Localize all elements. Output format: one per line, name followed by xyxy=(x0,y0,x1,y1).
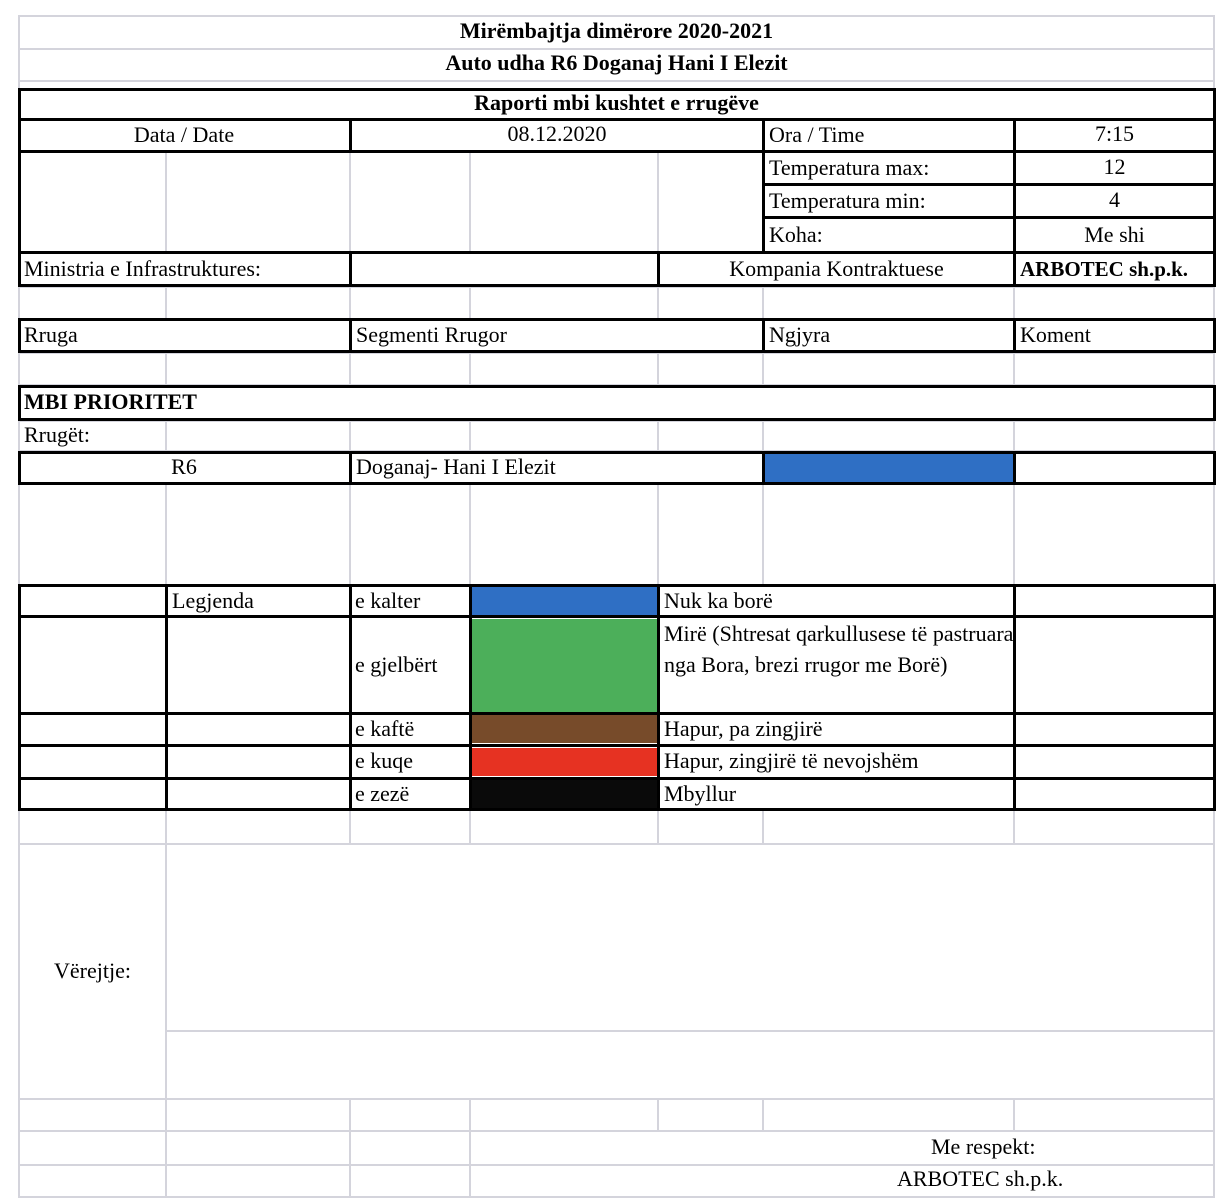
column-header-road: Rruga xyxy=(24,322,78,347)
legend-swatch-green xyxy=(471,619,657,712)
column-header-color: Ngjyra xyxy=(769,322,831,347)
weather-label: Koha: xyxy=(769,222,823,247)
document-subtitle: Auto udha R6 Doganaj Hani I Elezit xyxy=(445,50,788,75)
legend-name-brown: e kaftë xyxy=(355,716,415,741)
ministry-label: Ministria e Infrastruktures: xyxy=(24,256,262,281)
legend-name-black: e zezë xyxy=(355,781,410,806)
time-label: Ora / Time xyxy=(769,122,865,147)
temp-min-label: Temperatura min: xyxy=(769,188,926,213)
roads-label: Rrugët: xyxy=(24,422,90,447)
notes-label: Vërejtje: xyxy=(54,958,131,983)
date-value[interactable]: 08.12.2020 xyxy=(507,121,607,146)
column-header-segment: Segmenti Rrugor xyxy=(356,322,507,347)
legend-desc-red: Hapur, zingjirë të nevojshëm xyxy=(664,748,919,773)
date-label: Data / Date xyxy=(133,122,235,147)
temp-min-value[interactable]: 4 xyxy=(1109,187,1120,212)
column-header-comment: Koment xyxy=(1020,322,1091,347)
priority-road[interactable]: R6 xyxy=(171,454,197,479)
footer-regards: Me respekt: xyxy=(931,1134,1036,1159)
contractor-label: Kompania Kontraktuese xyxy=(729,256,944,281)
legend-name-red: e kuqe xyxy=(355,748,414,773)
temp-max-value[interactable]: 12 xyxy=(1103,154,1126,179)
priority-color-swatch xyxy=(764,453,1013,483)
legend-name-green: e gjelbërt xyxy=(355,652,438,677)
legend-desc-green: Mirë (Shtresat qarkullusese të pastruara nga Bora, brezi rrugor me Borë) xyxy=(664,621,1014,677)
legend-swatch-red xyxy=(471,748,657,776)
legend-swatch-blue xyxy=(471,587,657,615)
legend-desc-blue: Nuk ka borë xyxy=(664,588,773,613)
weather-value[interactable]: Me shi xyxy=(1084,222,1145,247)
contractor-value[interactable]: ARBOTEC sh.p.k. xyxy=(1020,257,1189,281)
legend-label: Legjenda xyxy=(172,588,254,613)
footer-company: ARBOTEC sh.p.k. xyxy=(897,1166,1064,1191)
legend-desc-black: Mbyllur xyxy=(664,781,737,806)
document-title: Mirëmbajtja dimërore 2020-2021 xyxy=(459,18,774,43)
temp-max-label: Temperatura max: xyxy=(769,155,930,180)
legend-swatch-brown xyxy=(471,715,657,743)
legend-desc-brown: Hapur, pa zingjirë xyxy=(664,716,823,741)
notes-field[interactable] xyxy=(172,850,1212,1025)
legend-swatch-black xyxy=(471,780,657,809)
priority-segment[interactable]: Doganaj- Hani I Elezit xyxy=(356,454,556,479)
time-value[interactable]: 7:15 xyxy=(1094,121,1135,146)
legend-name-blue: e kalter xyxy=(355,588,421,613)
report-title: Raporti mbi kushtet e rrugëve xyxy=(474,90,759,115)
priority-heading: MBI PRIORITET xyxy=(24,389,197,414)
